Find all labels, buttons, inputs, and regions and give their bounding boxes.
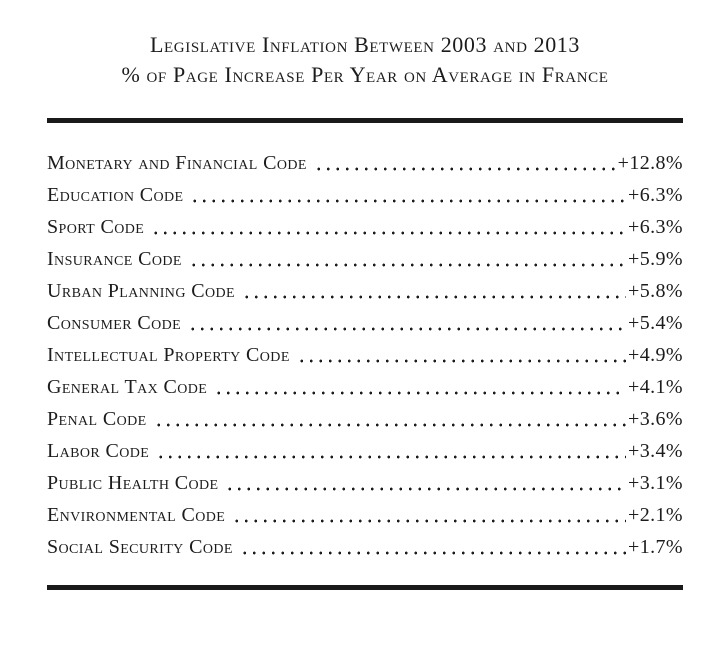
table-row bbox=[47, 275, 683, 307]
code-label: Labor Code bbox=[47, 440, 150, 462]
percent-value: +5.4% bbox=[628, 312, 683, 334]
code-label: Sport Code bbox=[47, 216, 145, 238]
dot-leader bbox=[190, 179, 626, 211]
table-row bbox=[47, 371, 683, 403]
top-rule bbox=[47, 118, 683, 123]
percent-value: +5.9% bbox=[628, 248, 683, 270]
dot-leader bbox=[156, 435, 626, 467]
code-label: Intellectual Property Code bbox=[47, 344, 290, 366]
code-label: Environmental Code bbox=[47, 504, 226, 526]
percent-value: +2.1% bbox=[628, 504, 683, 526]
percent-value: +4.9% bbox=[628, 344, 683, 366]
code-label: Urban Planning Code bbox=[47, 280, 235, 302]
code-label: Insurance Code bbox=[47, 248, 182, 270]
table-row bbox=[47, 307, 683, 339]
percent-value: +4.1% bbox=[628, 376, 683, 398]
dot-leader bbox=[214, 371, 626, 403]
percent-value: +3.6% bbox=[628, 408, 683, 430]
table-row bbox=[47, 499, 683, 531]
dot-leader bbox=[188, 307, 626, 339]
percent-value: +3.4% bbox=[628, 440, 683, 462]
code-label: Consumer Code bbox=[47, 312, 182, 334]
dot-leader bbox=[314, 147, 616, 179]
dot-leader bbox=[225, 467, 626, 499]
percent-value: +12.8% bbox=[617, 152, 683, 174]
table-row bbox=[47, 467, 683, 499]
codes-table bbox=[47, 147, 683, 563]
dot-leader bbox=[240, 531, 626, 563]
table-row bbox=[47, 339, 683, 371]
table-row bbox=[47, 243, 683, 275]
percent-value: +3.1% bbox=[628, 472, 683, 494]
code-label: Education Code bbox=[47, 184, 184, 206]
bottom-rule bbox=[47, 585, 683, 590]
percent-value: +6.3% bbox=[628, 216, 683, 238]
code-label: Social Security Code bbox=[47, 536, 233, 558]
dot-leader bbox=[232, 499, 626, 531]
table-row bbox=[47, 179, 683, 211]
table-row bbox=[47, 147, 683, 179]
dot-leader bbox=[154, 403, 626, 435]
percent-value: +1.7% bbox=[628, 536, 683, 558]
page-title bbox=[47, 30, 683, 90]
table-row bbox=[47, 435, 683, 467]
title-line-1: Legislative Inflation Between 2003 and 2013 bbox=[149, 32, 581, 57]
code-label: Penal Code bbox=[47, 408, 147, 430]
table-row bbox=[47, 403, 683, 435]
table-row bbox=[47, 211, 683, 243]
percent-value: +5.8% bbox=[628, 280, 683, 302]
dot-leader bbox=[297, 339, 626, 371]
dot-leader bbox=[242, 275, 626, 307]
percent-value: +6.3% bbox=[628, 184, 683, 206]
code-label: General Tax Code bbox=[47, 376, 208, 398]
code-label: Public Health Code bbox=[47, 472, 219, 494]
dot-leader bbox=[189, 243, 626, 275]
table-row bbox=[47, 531, 683, 563]
title-line-2: % of Page Increase Per Year on Average in France bbox=[121, 62, 609, 87]
code-label: Monetary and Financial Code bbox=[47, 152, 307, 174]
dot-leader bbox=[151, 211, 626, 243]
